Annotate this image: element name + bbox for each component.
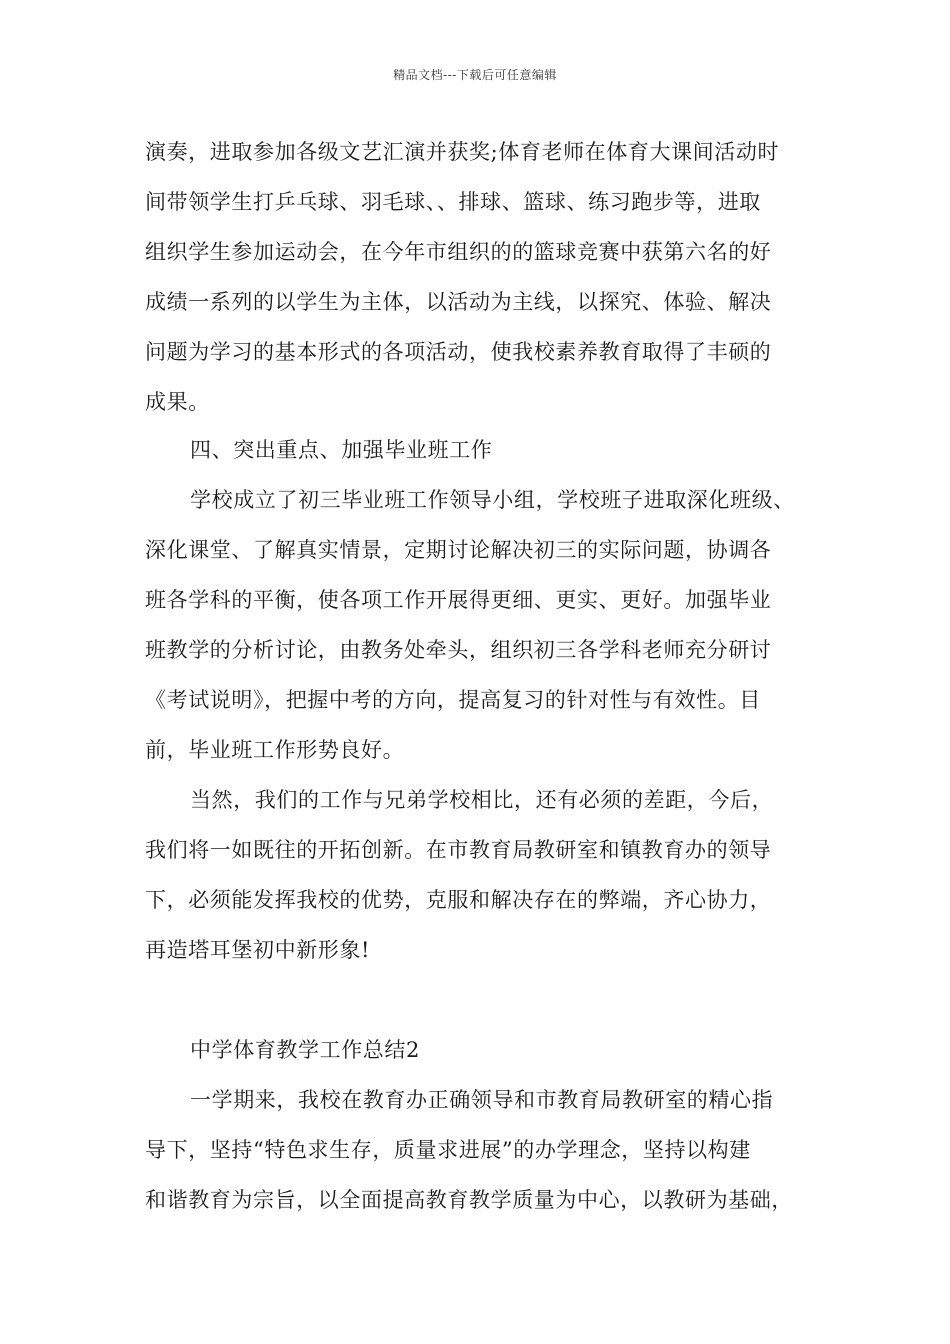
body-line: 班教学的分析讨论，由教务处牵头，组织初三各学科老师充分研讨 [145,638,772,662]
body-line: 深化课堂、了解真实情景，定期讨论解决初三的实际问题，协调各 [145,538,772,562]
body-line: 前，毕业班工作形势良好。 [145,738,405,762]
body-line: 成绩一系列的以学生为主体，以活动为主线，以探究、体验、解决 [145,290,772,314]
body-line: 《考试说明》，把握中考的方向，提高复习的针对性与有效性。目 [145,688,761,712]
body-line: 一学期来，我校在教育办正确领导和市教育局教研室的精心指 [190,1088,774,1112]
article-title: 中学体育教学工作总结2 [190,1038,420,1062]
section-heading: 四、突出重点、加强毕业班工作 [190,438,493,462]
body-line: 我们将一如既往的开拓创新。在市教育局教研室和镇教育办的领导 [145,838,772,862]
body-line: 再造塔耳堡初中新形象! [145,938,371,962]
body-line: 导下，坚持“特色求生存，质量求进展”的办学理念，坚持以构建 [145,1138,751,1162]
body-line: 和谐教育为宗旨，以全面提高教育教学质量为中心，以教研为基础， [145,1188,793,1212]
body-line: 成果。 [145,390,210,414]
body-line: 下，必须能发挥我校的优势，克服和解决存在的弊端，齐心协力， [145,888,772,912]
body-line: 问题为学习的基本形式的各项活动，使我校素养教育取得了丰硕的 [145,340,772,364]
body-line: 演奏，进取参加各级文艺汇演并获奖;体育老师在体育大课间活动时 [145,140,780,164]
page-header-note: 精品文档---下载后可任意编辑 [393,68,557,82]
body-line: 班各学科的平衡，使各项工作开展得更细、更实、更好。加强毕业 [145,588,772,612]
body-line: 学校成立了初三毕业班工作领导小组，学校班子进取深化班级、 [190,488,795,512]
body-line: 组织学生参加运动会，在今年市组织的的篮球竞赛中获第六名的好 [145,240,772,264]
body-line: 当然，我们的工作与兄弟学校相比，还有必须的差距，今后， [190,788,774,812]
body-line: 间带领学生打乒乓球、羽毛球、、排球、篮球、练习跑步等，进取 [145,190,761,214]
